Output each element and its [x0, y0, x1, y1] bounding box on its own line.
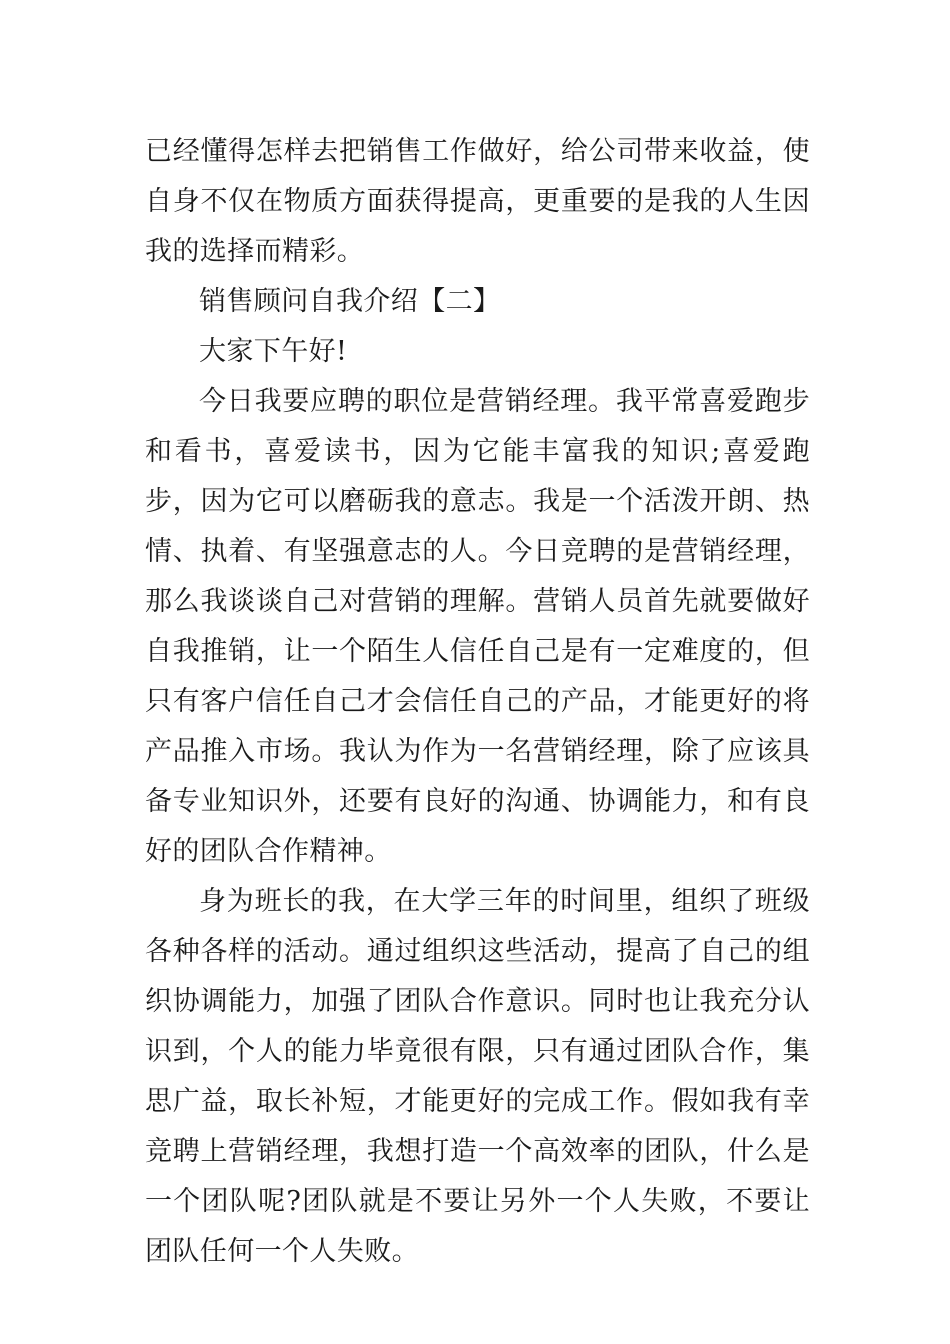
paragraph-continuation: 已经懂得怎样去把销售工作做好，给公司带来收益，使自身不仅在物质方面获得提高，更重要的是我的人生因我的选择而精彩。: [145, 136, 810, 267]
paragraph-experience: 身为班长的我，在大学三年的时间里，组织了班级各种各样的活动。通过组织这些活动，提高了自己的组织协调能力，加强了团队合作意识。同时也让我充分认识到，个人的能力毕竟很有限，只有通过团队合作，集思广益，取长补短，才能更好的完成工作。假如我有幸竞聘上营销经理，我想打造一个高效率的团队，什么是一个团队呢?团队就是不要让另外一个人失败，不要让团队任何一个人失败。: [145, 886, 810, 1267]
document-body: [145, 127, 810, 1277]
greeting: 大家下午好!: [199, 336, 348, 367]
paragraph-introduction: 今日我要应聘的职位是营销经理。我平常喜爱跑步和看书，喜爱读书，因为它能丰富我的知识;喜爱跑步，因为它可以磨砺我的意志。我是一个活泼开朗、热情、执着、有坚强意志的人。今日竞聘的是营销经理，那么我谈谈自己对营销的理解。营销人员首先就要做好自我推销，让一个陌生人信任自己是有一定难度的，但只有客户信任自己才会信任自己的产品，才能更好的将产品推入市场。我认为作为一名营销经理，除了应该具备专业知识外，还要有良好的沟通、协调能力，和有良好的团队合作精神。: [145, 386, 810, 867]
section-heading: 销售顾问自我介绍【二】: [199, 286, 501, 317]
